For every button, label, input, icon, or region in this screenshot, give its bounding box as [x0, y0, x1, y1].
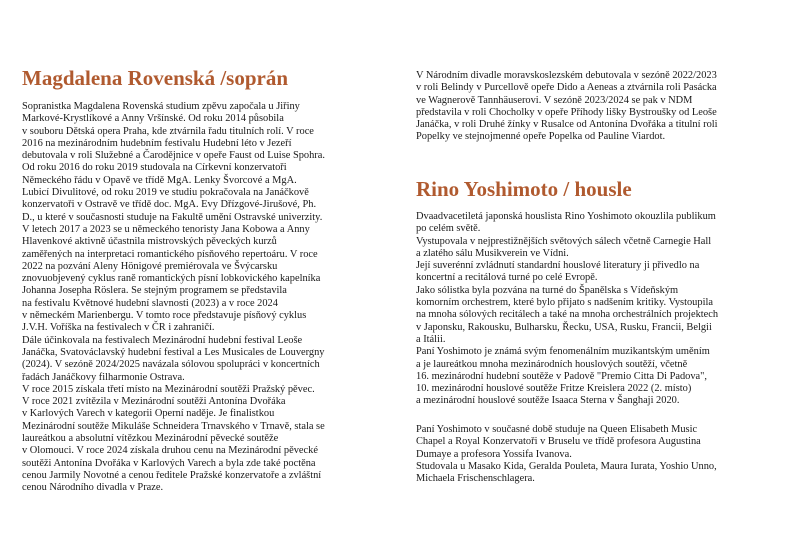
bio-line: v roli Belindy v Purcellově opeře Dido a Aeneas a ztvárnila roli Pasácka [416, 82, 717, 94]
bio-line: V roce 2021 zvítězila v Mezinárodní soutěži Antonína Dvořáka [22, 396, 286, 408]
bio-line: Sopranistka Magdalena Rovenská studium zpěvu započala u Jiřiny [22, 101, 300, 112]
bio-line: v Karlových Varech v kategorii Operní naděje. Je finalistkou [22, 408, 275, 420]
bio-line: 2016 na mezinárodním hudebním festivalu Hudební léto v Jezeří [22, 137, 292, 149]
bio-line: Markové-Krystlíkové a Anny Vršínské. Od roku 2014 působila [22, 113, 284, 125]
bio-line: V letech 2017 a 2023 se u německého tenoristy Jana Kobowa a Anny [22, 223, 310, 235]
bio-line: soutěži Antonína Dvořáka v Karlových Varech a byla zde také poctěna [22, 457, 316, 469]
bio-line: Hlavenkové aktivně účastnila mistrovských pěveckých kurzů [22, 236, 277, 248]
bio-line: v souboru Dětská opera Praha, kde ztvárnila řadu titulních rolí. V roce [22, 125, 314, 137]
bio-line: Paní Yoshimoto v současné době studuje na Queen Elisabeth Music [416, 424, 698, 435]
bio-line: na mnoha sólových recitálech a také na mnoha orchestrálních projektech [416, 309, 719, 321]
bio-line: ve Wagnerově Tannhäuserovi. V sezóně 2023/2024 se pak v NDM [416, 94, 693, 106]
bio-line: Německého řádu v Opavě ve třídě MgA. Lenky Švorcové a MgA. [22, 174, 297, 186]
bio-line: Od roku 2016 do roku 2019 studovala na Církevní konzervatoři [22, 162, 287, 174]
bio-line: zaměřených na interpretaci romantického písňového repertoáru. V roce [22, 248, 318, 260]
bio-line: Dvaadvacetiletá japonská houslista Rino Yoshimoto okouzlila publikum [416, 211, 716, 222]
bio-line: laureátkou a absolutní vítězkou Mezinárodní pěvecké soutěže [22, 433, 279, 445]
bio-line: Jako sólistka byla pozvána na turné do Španělska s Vídeňským [416, 284, 679, 296]
bio-line: 2022 na pozvání Aleny Hönigové premiérovala ve Švýcarsku [22, 260, 278, 272]
bio-line: a je laureátkou mnoha mezinárodních houslových soutěží, včetně [416, 358, 688, 370]
bio-line: Lubicí Divulitové, od roku 2019 ve studiu pokračovala na Janáčkově [22, 187, 309, 199]
bio-line: cenou Národního divadla v Praze. [22, 482, 164, 494]
bio-line: v Olomouci. V roce 2024 získala druhou cenu na Mezinárodní pěvecké [22, 445, 318, 457]
soprano-bio-continued [416, 70, 718, 144]
bio-line: Dumaye a profesora Yossifa Ivanova. [416, 448, 572, 460]
bio-line: cenou Jarmily Novotné a cenou ředitele Pražské konzervatoře a zvláštní [22, 469, 322, 481]
bio-line: D., u které v současnosti studuje na Fakultě umění Ostravské univerzity. [22, 211, 323, 223]
bio-line: V roce 2015 získala třetí místo na Mezinárodní soutěži Pražský pěvec. [22, 383, 315, 395]
bio-line: a Itálii. [416, 333, 446, 345]
bio-line: Paní Yoshimoto je známá svým fenomenálním muzikantským uměním [416, 346, 710, 358]
bio-line: na festivalu Květnové hudební slavnosti (2023) a v roce 2024 [22, 297, 278, 309]
bio-line: komorním orchestrem, které bylo přijato s nadšením kritiky. Vystoupila [416, 297, 713, 309]
bio-line: Popelky ve stejnojmenné opeře Popelka od Pauline Viardot. [416, 131, 666, 143]
bio-line: 16. mezinárodní hudební soutěže v Padově "Premio Citta Di Padova", [416, 370, 707, 382]
bio-line: v německém Marienbergu. V tomto roce představuje písňový cyklus [22, 310, 307, 322]
bio-line: v Japonsku, Rakousku, Bulharsku, Řecku, USA, Rusku, Francii, Belgii [416, 321, 712, 333]
page-title-violin: Rino Yoshimoto / housle [416, 177, 632, 201]
bio-line: Janáčka, Svatováclavský hudební festival a Les Musicales de Louvergny [22, 346, 325, 358]
bio-line: J.V.H. Voříška na festivalech v ČR i zahraničí. [22, 322, 215, 334]
bio-line: a zlatého sálu Musikverein ve Vídni. [416, 247, 569, 259]
bio-line: debutovala v roli Služebné a Čarodějnice v opeře Faust od Luise Spohra. [22, 150, 325, 162]
bio-line: řadách Janáčkovy filharmonie Ostrava. [22, 371, 185, 383]
bio-line: Její suverénní zvládnutí standardní houslové literatury ji přivedlo na [416, 260, 700, 272]
bio-line: konzervatoři v Ostravě ve třídě doc. MgA. Evy Dřízgové-Jirušové, Ph. [22, 199, 317, 211]
bio-line: Chapel a Royal Konzervatoři v Bruselu ve třídě profesora Augustina [416, 436, 701, 448]
bio-line: znovuobjevený cyklus raně romantických písní lobkovického kapelníka [22, 273, 321, 285]
bio-line: Janáčka, v roli Druhé žínky v Rusalce od Antonína Dvořáka a titulní roli [416, 119, 718, 131]
bio-line: a mezinárodní houslové soutěže Isaaca Sterna v Šanghaji 2020. [416, 395, 680, 407]
bio-line: po celém světě. [416, 223, 481, 235]
bio-line: Michaela Frischenschlagera. [416, 473, 535, 485]
bio-line: Mezinárodní soutěže Mikuláše Schneidera Trnavského v Trnavě, stala se [22, 420, 325, 432]
bio-line: Vystupovala v nejprestižnějších světových sálech včetně Carnegie Hall [416, 235, 712, 247]
bio-line: koncertní a recitálová turné po celé Evropě. [416, 272, 598, 284]
bio-line: V Národním divadle moravskoslezském debutovala v sezóně 2022/2023 [416, 70, 717, 81]
bio-line: (2024). V sezóně 2024/2025 navázala sólovou spolupráci v koncertních [22, 359, 320, 371]
violin-bio-closing [416, 424, 717, 485]
bio-line: představila v roli Chocholky v opeře Příhody lišky Bystroušky od Leoše [416, 106, 717, 118]
bio-line: Dále účinkovala na festivalech Mezinárodní hudební festival Leoše [22, 334, 303, 346]
soprano-bio [22, 101, 325, 495]
page-title-soprano: Magdalena Rovenská /soprán [22, 66, 289, 90]
violin-bio [416, 211, 718, 408]
bio-line: Johanna Josepha Röslera. Se stejným programem se představila [22, 285, 287, 297]
bio-line: 10. mezinárodní houslové soutěže Fritze Kreislera 2022 (2. místo) [416, 383, 692, 395]
bio-line: Studovala u Masako Kida, Geralda Pouleta, Maura Iurata, Yoshio Unno, [416, 460, 717, 472]
